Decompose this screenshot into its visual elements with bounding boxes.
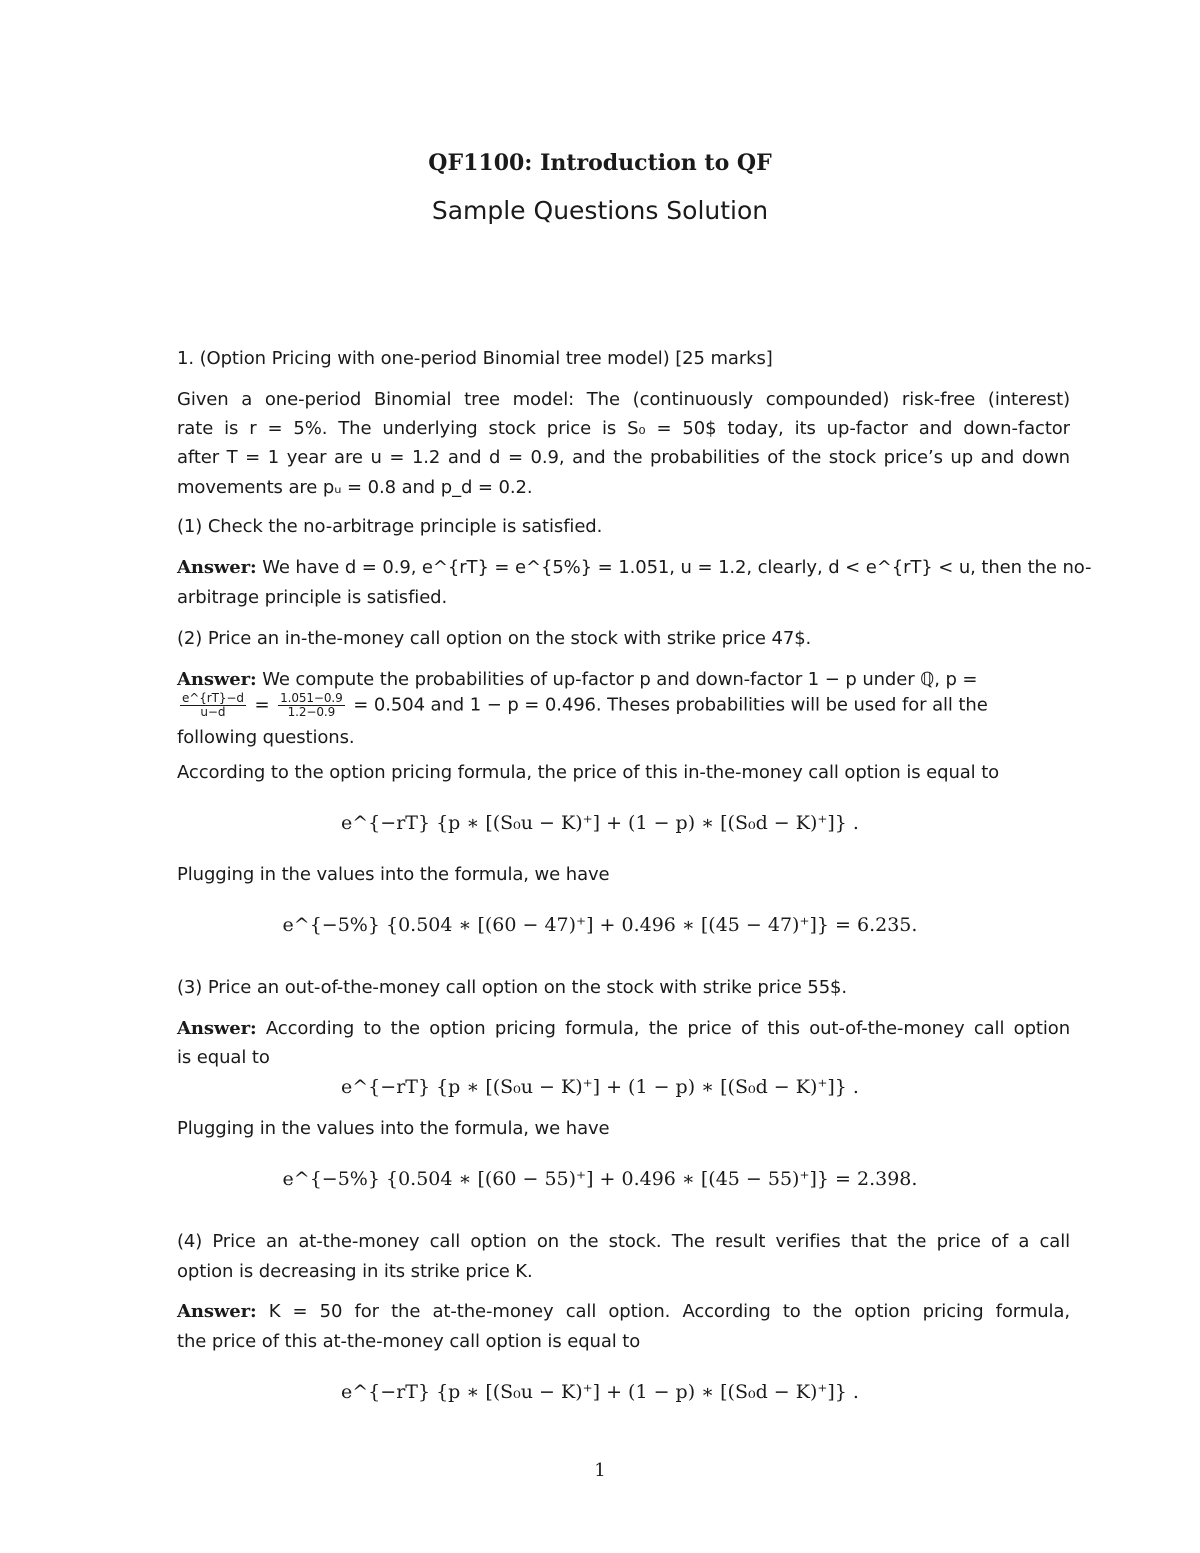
part4-answer-line-1: [177, 1301, 1070, 1322]
part1-question: (1) Check the no-arbitrage principle is satisfied.: [177, 516, 603, 537]
page-number: 1: [594, 1460, 606, 1481]
fraction-numerator: 1.051−0.9: [280, 691, 343, 705]
part2-answer-text-1: We compute the probabilities of up-factor p and down-factor 1 − p under ℚ, p =: [262, 669, 978, 690]
pricing-formula: e^{−rT} {p ∗ [(S₀u − K)⁺] + (1 − p) ∗ [(S₀d − K)⁺]} .: [341, 1076, 859, 1098]
fraction-denominator: 1.2−0.9: [287, 705, 336, 719]
intro-line-1: Given a one-period Binomial tree model: The (continuously compounded) risk-free (interest): [177, 389, 1070, 410]
part2-question: (2) Price an in-the-money call option on the stock with strike price 47$.: [177, 628, 812, 649]
part2-answer-line-3: following questions.: [177, 727, 355, 748]
pricing-result-otm: e^{−5%} {0.504 ∗ [(60 − 55)⁺] + 0.496 ∗ [(45 − 55)⁺]} = 2.398.: [282, 1168, 918, 1190]
part4-question-line-1: (4) Price an at-the-money call option on the stock. The result verifies that the price of a call: [177, 1231, 1070, 1252]
part2-plug-intro: Plugging in the values into the formula, we have: [177, 864, 610, 885]
intro-line-2: rate is r = 5%. The underlying stock price is S₀ = 50$ today, its up-factor and down-factor: [177, 418, 1070, 439]
part4-question-line-2: option is decreasing in its strike price K.: [177, 1261, 533, 1282]
part1-answer-line-1: [177, 557, 1092, 578]
intro-line-3: after T = 1 year are u = 1.2 and d = 0.9, and the probabilities of the stock price’s up and down: [177, 447, 1070, 468]
fraction-denominator: u−d: [200, 705, 226, 719]
document-title: QF1100: Introduction to QF: [428, 150, 772, 176]
document-subtitle: Sample Questions Solution: [431, 196, 769, 225]
part2-answer-line-1: [177, 669, 1070, 690]
part3-answer-line-2: is equal to: [177, 1047, 270, 1068]
part2-formula-intro: According to the option pricing formula, the price of this in-the-money call option is equal to: [177, 762, 1000, 783]
probability-fraction-numeric: [278, 692, 345, 719]
part3-question: (3) Price an out-of-the-money call option on the stock with strike price 55$.: [177, 977, 848, 998]
pricing-formula: e^{−rT} {p ∗ [(S₀u − K)⁺] + (1 − p) ∗ [(S₀d − K)⁺]} .: [341, 812, 859, 834]
intro-line-4: movements are pᵤ = 0.8 and p_d = 0.2.: [177, 477, 533, 498]
part1-answer-line-2: arbitrage principle is satisfied.: [177, 587, 448, 608]
part3-answer-text-1: According to the option pricing formula, the price of this out-of-the-money call option: [265, 1018, 1071, 1039]
part2-answer-line-2: [177, 692, 1070, 719]
answer-label: Answer:: [177, 1301, 257, 1322]
probability-fraction-symbolic: [180, 692, 246, 719]
fraction-numerator: e^{rT}−d: [182, 691, 244, 705]
part3-answer-line-1: [177, 1018, 1070, 1039]
answer-label: Answer:: [177, 669, 257, 690]
part4-answer-line-2: the price of this at-the-money call option is equal to: [177, 1331, 641, 1352]
part2-answer-text-2: = 0.504 and 1 − p = 0.496. Theses probabilities will be used for all the: [353, 694, 988, 716]
part4-answer-text-1: K = 50 for the at-the-money call option. According to the option pricing formula,: [268, 1301, 1070, 1322]
part3-plug-intro: Plugging in the values into the formula, we have: [177, 1118, 610, 1139]
answer-label: Answer:: [177, 557, 257, 578]
answer-label: Answer:: [177, 1018, 257, 1039]
equals-sign: =: [254, 694, 270, 716]
pricing-formula: e^{−rT} {p ∗ [(S₀u − K)⁺] + (1 − p) ∗ [(S₀d − K)⁺]} .: [341, 1381, 859, 1403]
part1-answer-text-1: We have d = 0.9, e^{rT} = e^{5%} = 1.051, u = 1.2, clearly, d < e^{rT} < u, then the no-: [262, 557, 1092, 578]
question-heading: 1. (Option Pricing with one-period Binomial tree model) [25 marks]: [177, 348, 773, 369]
pricing-result-itm: e^{−5%} {0.504 ∗ [(60 − 47)⁺] + 0.496 ∗ [(45 − 47)⁺]} = 6.235.: [282, 914, 918, 936]
